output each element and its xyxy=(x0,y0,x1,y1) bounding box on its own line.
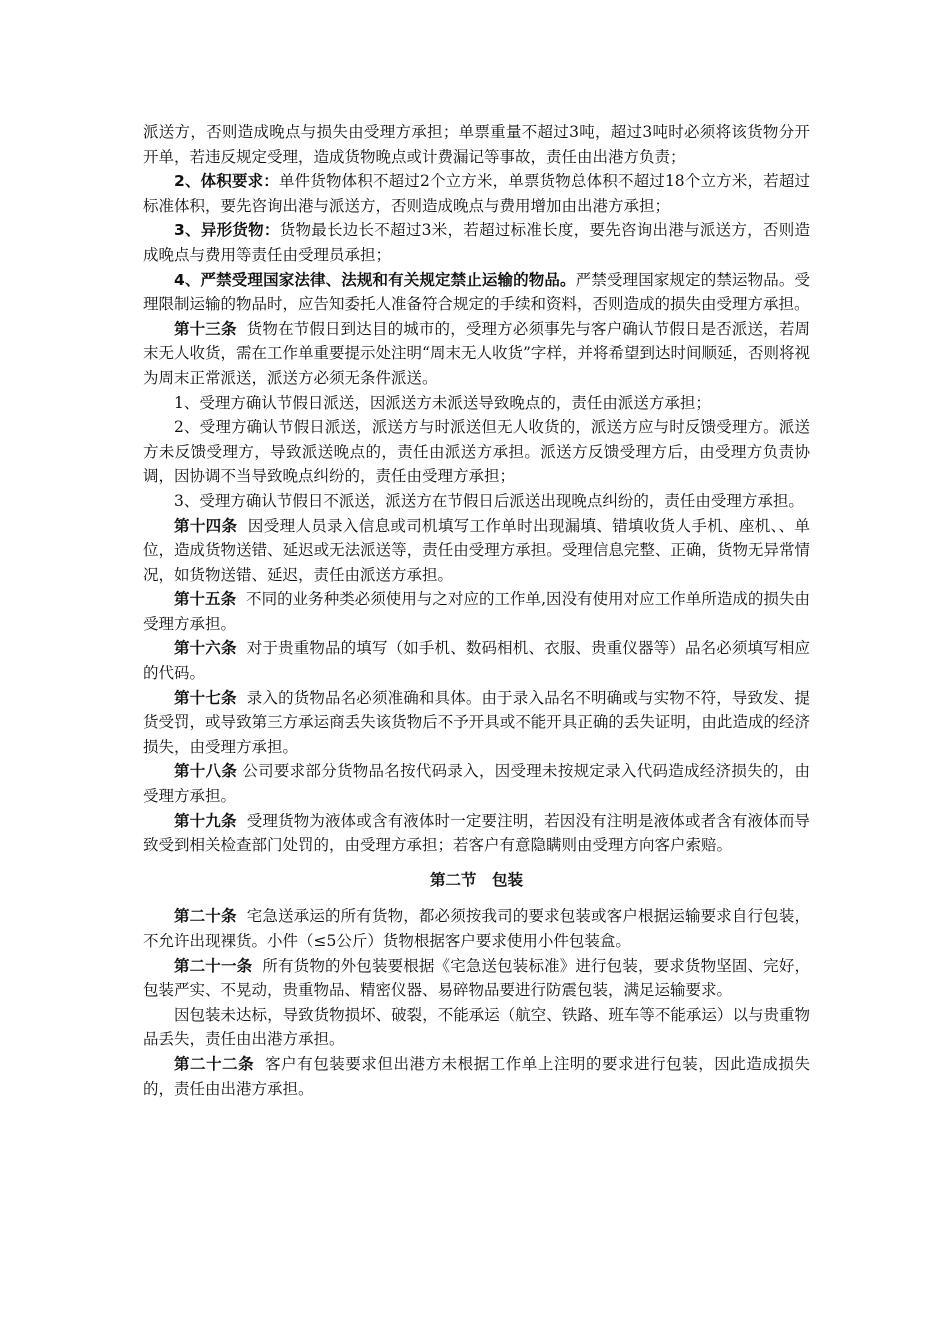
article-number: 第十四条 xyxy=(174,516,238,535)
paragraph-text: 派送方，否则造成晚点与损失由受理方承担；单票重量不超过3吨，超过3吨时必须将该货物分开开单，若违反规定受理，造成货物晚点或计费漏记等事故，责任由出港方负责； xyxy=(143,123,810,166)
article-thirteen xyxy=(143,317,810,391)
article-fourteen xyxy=(143,514,810,588)
article-number: 第十五条 xyxy=(174,590,237,609)
article-number: 第二十一条 xyxy=(174,956,253,975)
article-number: 第十三条 xyxy=(174,319,237,338)
paragraph-text: 对于贵重物品的填写（如手机、数码相机、衣服、贵重仪器等）品名必须填写相应的代码。 xyxy=(143,639,810,683)
article-number: 第十七条 xyxy=(174,688,237,707)
paragraph xyxy=(143,218,810,267)
paragraph-text: 单件货物体积不超过2个立方米，单票货物总体积不超过18个立方米，若超过标准体积，要先咨询出港与派送方，否则造成晚点与费用增加由出港方承担； xyxy=(143,172,810,215)
article-number: 第十八条 xyxy=(174,762,238,781)
paragraph-text: 货物在节假日到达目的城市的，受理方必须事先与客户确认节假日是否派送，若周末无人收货，需在工作单重要提示处注明“周末无人收货”字样，并将希望到达时间顺延，否则将视为周末正常派送，派送方必须无条件派送。 xyxy=(143,319,810,387)
article-number: 第十六条 xyxy=(174,639,237,658)
paragraph-text: 录入的货物品名必须准确和具体。由于录入品名不明确或与实物不符，导致发、提货受罚，或导致第三方承运商丢失该货物后不予开具或不能开具正确的丢失证明，由此造成的经济损失，由受理方承担。 xyxy=(143,688,810,756)
article-twenty-two xyxy=(143,1052,810,1101)
paragraph xyxy=(143,415,810,489)
article-nineteen xyxy=(143,809,810,858)
paragraph xyxy=(143,120,810,169)
paragraph-lead: 4、严禁受理国家法律、法规和有关规定禁止运输的物品。 xyxy=(174,270,576,289)
article-number: 第二十条 xyxy=(174,907,237,926)
document-page xyxy=(143,120,810,1101)
paragraph-text: 所有货物的外包装要根据《宅急送包装标准》进行包装，要求货物坚固、完好，包装严实、不晃动，贵重物品、精密仪器、易碎物品要进行防震包装，满足运输要求。 xyxy=(143,956,810,1000)
article-seventeen xyxy=(143,686,810,760)
section-heading xyxy=(143,868,810,893)
article-twenty-one xyxy=(143,954,810,1003)
paragraph-text: 货物最长边长不超过3米，若超过标准长度，要先咨询出港与派送方，否则造成晚点与费用等责任由受理员承担； xyxy=(143,221,810,264)
paragraph-lead: 2、体积要求： xyxy=(174,172,279,191)
article-number: 第十九条 xyxy=(174,811,237,830)
paragraph-text: 受理货物为液体或含有液体时一定要注明，若因没有注明是液体或者含有液体而导致受到相关检查部门处罚的，由受理方承担；若客户有意隐瞒则由受理方向客户索赔。 xyxy=(143,811,810,855)
paragraph-text: 客户有包装要求但出港方未根据工作单上注明的要求进行包装，因此造成损失的，责任由出港方承担。 xyxy=(143,1054,810,1098)
article-eighteen xyxy=(143,759,810,808)
paragraph-text: 不同的业务种类必须使用与之对应的工作单,因没有使用对应工作单所造成的损失由受理方承担。 xyxy=(143,590,810,633)
article-twenty xyxy=(143,904,810,953)
paragraph-text: 严禁受理国家规定的禁运物品。受理限制运输的物品时，应告知委托人准备符合规定的手续和资料，否则造成的损失由受理方承担。 xyxy=(143,270,810,314)
paragraph-text: 2、受理方确认节假日派送，派送方与时派送但无人收货的，派送方应与时反馈受理方。派送方未反馈受理方，导致派送晚点的，责任由派送方承担。派送方反馈受理方后，由受理方负责协调，因协调不当导致晚点纠纷的，责任由受理方承担； xyxy=(143,418,810,486)
paragraph-text: 1、受理方确认节假日派送，因派送方未派送导致晚点的，责任由派送方承担； xyxy=(174,393,711,412)
paragraph-text: 公司要求部分货物品名按代码录入，因受理未按规定录入代码造成经济损失的，由受理方承担。 xyxy=(143,762,810,806)
paragraph xyxy=(143,169,810,218)
paragraph xyxy=(143,489,810,514)
paragraph-text: 宅急送承运的所有货物，都必须按我司的要求包装或客户根据运输要求自行包装，不允许出现裸货。小件（≤5公斤）货物根据客户要求使用小件包装盒。 xyxy=(143,907,810,950)
paragraph xyxy=(143,1003,810,1052)
paragraph xyxy=(143,391,810,416)
paragraph-lead: 3、异形货物： xyxy=(174,221,280,240)
article-number: 第二十二条 xyxy=(174,1054,255,1073)
paragraph xyxy=(143,268,810,317)
article-fifteen xyxy=(143,587,810,636)
paragraph-text: 因包装未达标，导致货物损坏、破裂，不能承运（航空、铁路、班车等不能承运）以与贵重物品丢失，责任由出港方承担。 xyxy=(143,1005,810,1049)
paragraph-text: 3、受理方确认节假日不派送，派送方在节假日后派送出现晚点纠纷的，责任由受理方承担。 xyxy=(174,491,804,510)
paragraph-text: 因受理人员录入信息或司机填写工作单时出现漏填、错填收货人手机、座机、、单位，造成货物送错、延迟或无法派送等，责任由受理方承担。受理信息完整、正确，货物无异常情况，如货物送错、延迟，责任由派送方承担。 xyxy=(143,516,810,584)
section-title: 第二节 包装 xyxy=(429,870,523,889)
article-sixteen xyxy=(143,636,810,685)
